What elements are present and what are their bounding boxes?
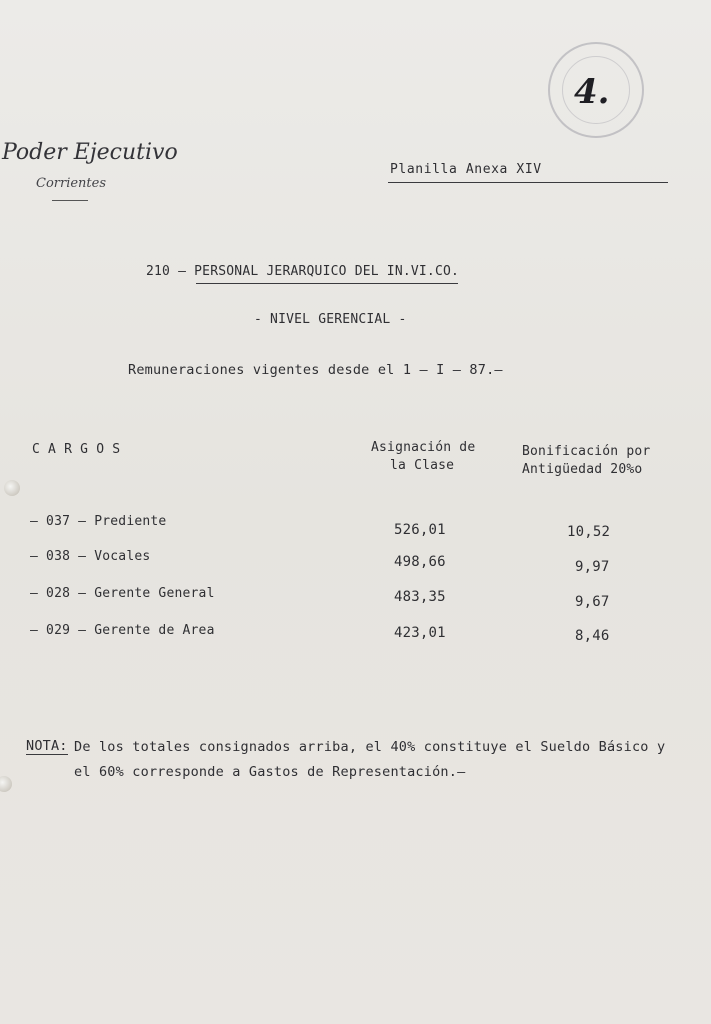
nota-label: NOTA:: [26, 738, 68, 754]
section-heading-rule: [196, 283, 458, 284]
row-cargo: – 038 – Vocales: [30, 549, 151, 564]
row-asignacion: 423,01: [394, 625, 446, 641]
letterhead-title: Poder Ejecutivo: [2, 140, 178, 165]
row-asignacion: 483,35: [394, 589, 446, 605]
column-header-asignacion-2: la Clase: [390, 458, 455, 473]
remuneraciones-line: Remuneraciones vigentes desde el 1 – I – 87.–: [128, 362, 503, 378]
planilla-label: Planilla Anexa XIV: [390, 162, 542, 177]
row-bonificacion: 10,52: [567, 524, 611, 540]
column-header-bonificacion-1: Bonificación por: [522, 444, 651, 459]
planilla-rule: [388, 182, 668, 183]
row-cargo: – 029 – Gerente de Area: [30, 623, 215, 638]
row-bonificacion: 9,67: [575, 594, 610, 610]
row-bonificacion: 8,46: [575, 628, 610, 644]
nota-line-1: De los totales consignados arriba, el 40% constituye el Sueldo Básico y: [74, 739, 666, 755]
column-header-cargos: C A R G O S: [32, 442, 121, 457]
row-cargo: – 037 – Prediente: [30, 514, 167, 529]
row-bonificacion: 9,97: [575, 559, 610, 575]
page-number: 4.: [574, 72, 610, 112]
letterhead-subtitle: Corrientes: [36, 176, 107, 191]
letterhead-rule: [52, 200, 88, 201]
column-header-bonificacion-2: Antigüedad 20%o: [522, 462, 643, 477]
column-header-asignacion-1: Asignación de: [371, 440, 476, 455]
row-asignacion: 526,01: [394, 522, 446, 538]
row-asignacion: 498,66: [394, 554, 446, 570]
row-cargo: – 028 – Gerente General: [30, 586, 215, 601]
punch-hole-top: [4, 480, 20, 496]
punch-hole-bottom: [0, 776, 12, 792]
sub-heading: - NIVEL GERENCIAL -: [254, 312, 407, 327]
section-heading: 210 – PERSONAL JERARQUICO DEL IN.VI.CO.: [146, 264, 460, 279]
nota-line-2: el 60% corresponde a Gastos de Representación.–: [74, 764, 466, 780]
